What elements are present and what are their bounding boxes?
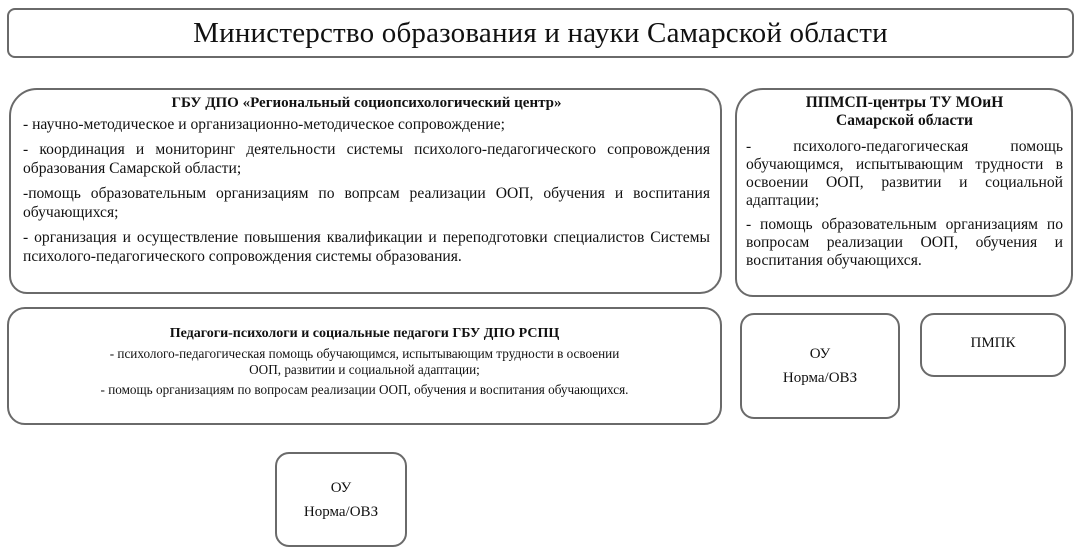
educators-header: Педагоги-психологи и социальные педагоги ГБУ ДПО РСПЦ	[169, 326, 560, 341]
ppmsp-header-line1: ППМСП-центры ТУ МОиН	[805, 94, 1004, 111]
regional-center-item: - координация и мониторинг деятельности системы психолого-педагогического сопровождения образования Самарской области;	[23, 141, 710, 177]
educators-item1-line1: - психолого-педагогическая помощь обучающимся, испытывающим трудности в освоении	[109, 346, 620, 361]
educators-box	[7, 307, 722, 425]
pmpk-label: ПМПК	[970, 335, 1016, 351]
ou-label: ОУ	[809, 346, 831, 362]
ppmsp-header-line2: Самарской области	[836, 112, 973, 129]
ou-norm-ovz-box-right	[740, 313, 900, 419]
educators-item1-line2: ООП, развитии и социальной адаптации;	[249, 362, 480, 377]
ppmsp-centers-item: - помощь образовательным организациям по вопросам реализации ООП, обучения и воспитания обучающихся.	[746, 216, 1063, 269]
ministry-title: Министерство образования и науки Самарской области	[193, 16, 888, 49]
ministry-box	[7, 8, 1074, 58]
regional-center-header: ГБУ ДПО «Региональный социопсихологический центр»	[171, 95, 562, 111]
ppmsp-centers-header	[746, 94, 1063, 130]
regional-center-box	[9, 88, 722, 294]
educators-item2: - помощь организациям по вопросам реализации ООП, обучения и воспитания обучающихся.	[100, 382, 629, 397]
ppmsp-centers-item: - психолого-педагогическая помощь обучающимся, испытывающим трудности в освоении ООП, развитии и социальной адаптации;	[746, 138, 1063, 209]
pmpk-box	[920, 313, 1066, 377]
ppmsp-centers-box	[735, 88, 1073, 297]
regional-center-item: - организация и осуществление повышения квалификации и переподготовки специалистов Системы психолого-педагогического сопровождения системы образования.	[23, 229, 710, 265]
ou-label: ОУ	[330, 479, 352, 496]
norm-ovz-label: Норма/ОВЗ	[782, 370, 858, 386]
ou-norm-ovz-box-bottom	[275, 452, 407, 547]
norm-ovz-label: Норма/ОВЗ	[303, 503, 379, 520]
regional-center-item: - научно-методическое и организационно-методическое сопровождение;	[23, 116, 505, 133]
regional-center-item: -помощь образовательным организациям по вопрсам реализации ООП, обучения и воспитания обучающихся;	[23, 185, 710, 221]
